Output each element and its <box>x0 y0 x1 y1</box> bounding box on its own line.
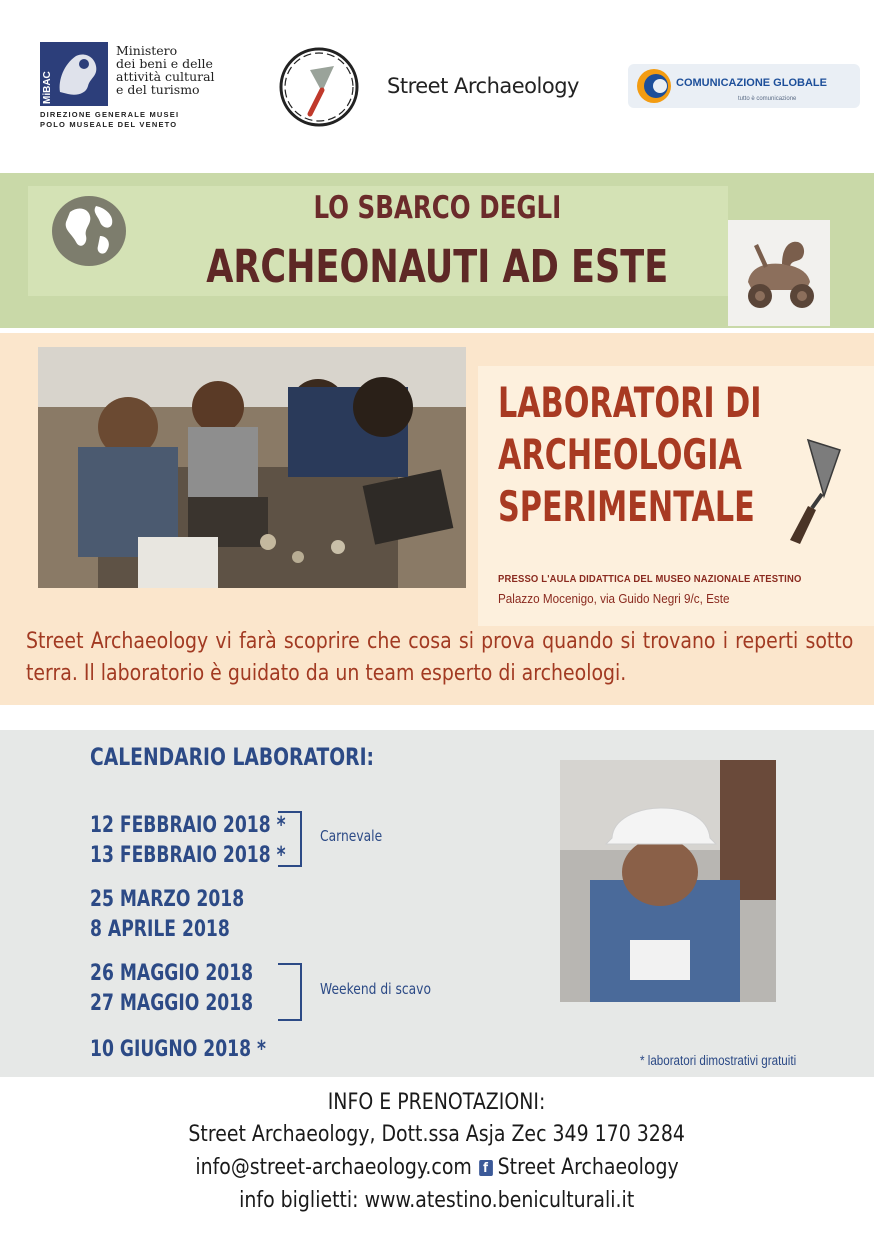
info-facebook[interactable]: Street Archaeology <box>497 1155 679 1180</box>
calendar-date: 12 FEBBRAIO 2018 * <box>90 813 286 838</box>
calendar-date: 26 MAGGIO 2018 <box>90 961 254 986</box>
info-heading: INFO E PRENOTAZIONI: <box>328 1090 546 1115</box>
lab-heading: LABORATORI DI ARCHEOLOGIA SPERIMENTALE <box>498 378 762 531</box>
info-email[interactable]: info@street-archaeology.com <box>195 1155 472 1180</box>
calendar-date: 27 MAGGIO 2018 <box>90 991 254 1016</box>
mibac-name: Ministero dei beni e delle attività cultural e del turismo <box>116 43 215 97</box>
title-line-1: LO SBARCO DEGLI <box>313 190 562 226</box>
street-archaeology-logo-mark <box>276 44 362 130</box>
calendar-footnote: * laboratori dimostrativi gratuiti <box>640 1053 797 1068</box>
calendar-date: 10 GIUGNO 2018 * <box>90 1037 266 1062</box>
info-email-row <box>0 1155 874 1180</box>
facebook-icon: f <box>479 1160 493 1176</box>
street-archaeology-logo-text: Street Archaeology <box>387 74 579 98</box>
calendar-title: CALENDARIO LABORATORI: <box>90 743 375 771</box>
lab-address: Palazzo Mocenigo, via Guido Negri 9/c, Este <box>498 591 730 606</box>
bracket-carnevale <box>278 811 302 867</box>
cg-title: COMUNICAZIONE GLOBALE <box>676 77 827 89</box>
chariot-artifact-image <box>728 220 830 326</box>
title-line-2: ARCHEONAUTI AD ESTE <box>206 240 669 293</box>
mibac-badge: MiBAC <box>42 71 53 104</box>
trowel-icon <box>778 434 846 550</box>
bracket-weekend <box>278 963 302 1021</box>
mibac-subtitle: DIREZIONE GENERALE MUSEI POLO MUSEALE DEL VENETO <box>40 110 180 129</box>
child-with-helmet-photo <box>560 760 776 1002</box>
calendar-date: 8 APRILE 2018 <box>90 917 230 942</box>
lab-location: PRESSO L'AULA DIDATTICA DEL MUSEO NAZIONALE ATESTINO <box>498 573 802 585</box>
info-contact: Street Archaeology, Dott.ssa Asja Zec 349 170 3284 <box>188 1122 686 1147</box>
calendar-date: 13 FEBBRAIO 2018 * <box>90 843 286 868</box>
cg-logo-mark <box>634 66 674 106</box>
lab-description: Street Archaeology vi farà scoprire che cosa si prova quando si trovano i reperti sotto terra. Il laboratorio è guidato da un team esperto di archeologi. <box>26 629 854 686</box>
note-carnevale: Carnevale <box>320 827 383 845</box>
note-weekend: Weekend di scavo <box>320 980 431 998</box>
calendar-date: 25 MARZO 2018 <box>90 887 245 912</box>
info-tickets: info biglietti: www.atestino.beniculturali.it <box>239 1188 635 1213</box>
children-digging-photo <box>38 347 466 588</box>
cg-tagline: tutto è comunicazione <box>738 96 797 102</box>
